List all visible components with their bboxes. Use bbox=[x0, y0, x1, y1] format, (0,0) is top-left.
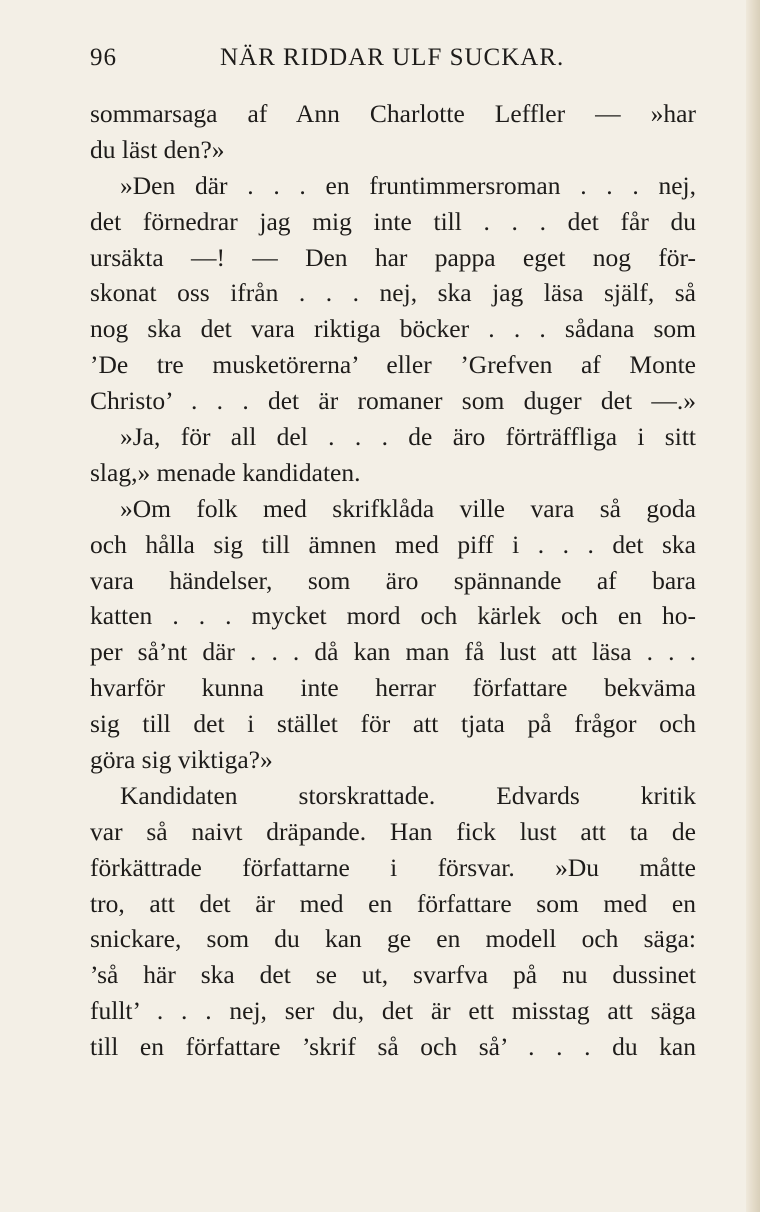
text-line: förkättrade författarne i försvar. »Du måtte bbox=[90, 852, 696, 882]
text-line: nog ska det vara riktiga böcker . . . sådana som bbox=[90, 314, 696, 344]
text-line: och hålla sig till ämnen med piff i . . . det ska bbox=[90, 529, 696, 559]
text-line: snickare, som du kan ge en modell och säga: bbox=[90, 924, 696, 954]
running-title: NÄR RIDDAR ULF SUCKAR. bbox=[220, 44, 565, 71]
page-number: 96 bbox=[90, 44, 117, 71]
text-line: tro, att det är med en författare som med en bbox=[90, 888, 696, 918]
text-line: sommarsaga af Ann Charlotte Leffler — »har bbox=[90, 99, 696, 128]
text-line: var så naivt dräpande. Han fick lust att ta de bbox=[90, 816, 696, 846]
page-edge bbox=[746, 0, 760, 1212]
page-header bbox=[90, 44, 696, 78]
text-line: till en författare ’skrif så och så’ . . . du kan bbox=[90, 1032, 696, 1062]
text-line: »Den där . . . en fruntimmersroman . . . nej, bbox=[120, 170, 696, 200]
text-line: ’De tre musketörerna’ eller ’Grefven af Monte bbox=[90, 350, 696, 380]
text-line: Kandidaten storskrattade. Edvards kritik bbox=[120, 780, 696, 810]
text-line: vara händelser, som äro spännande af bara bbox=[90, 565, 696, 595]
text-line: du läst den?» bbox=[90, 134, 225, 164]
text-line: hvarför kunna inte herrar författare bekväma bbox=[90, 673, 696, 703]
text-line: fullt’ . . . nej, ser du, det är ett misstag att säga bbox=[90, 996, 696, 1026]
text-line: katten . . . mycket mord och kärlek och en ho- bbox=[90, 601, 696, 631]
text-line: »Ja, för all del . . . de äro förträffliga i sitt bbox=[120, 422, 696, 452]
text-line: ursäkta —! — Den har pappa eget nog för- bbox=[90, 242, 696, 272]
text-line: per så’nt där . . . då kan man få lust att läsa . . . bbox=[90, 637, 696, 667]
text-line: Christo’ . . . det är romaner som duger det —.» bbox=[90, 386, 696, 416]
text-line: »Om folk med skrifklåda ville vara så goda bbox=[120, 493, 696, 523]
text-line: det förnedrar jag mig inte till . . . det får du bbox=[90, 206, 696, 236]
text-line: skonat oss ifrån . . . nej, ska jag läsa själf, så bbox=[90, 278, 696, 308]
text-line: sig till det i stället för att tjata på frågor och bbox=[90, 709, 696, 739]
body-text bbox=[90, 96, 696, 1065]
text-line: slag,» menade kandidaten. bbox=[90, 457, 361, 487]
text-line: göra sig viktiga?» bbox=[90, 745, 273, 775]
text-line: ’så här ska det se ut, svarfva på nu dussinet bbox=[90, 960, 696, 990]
